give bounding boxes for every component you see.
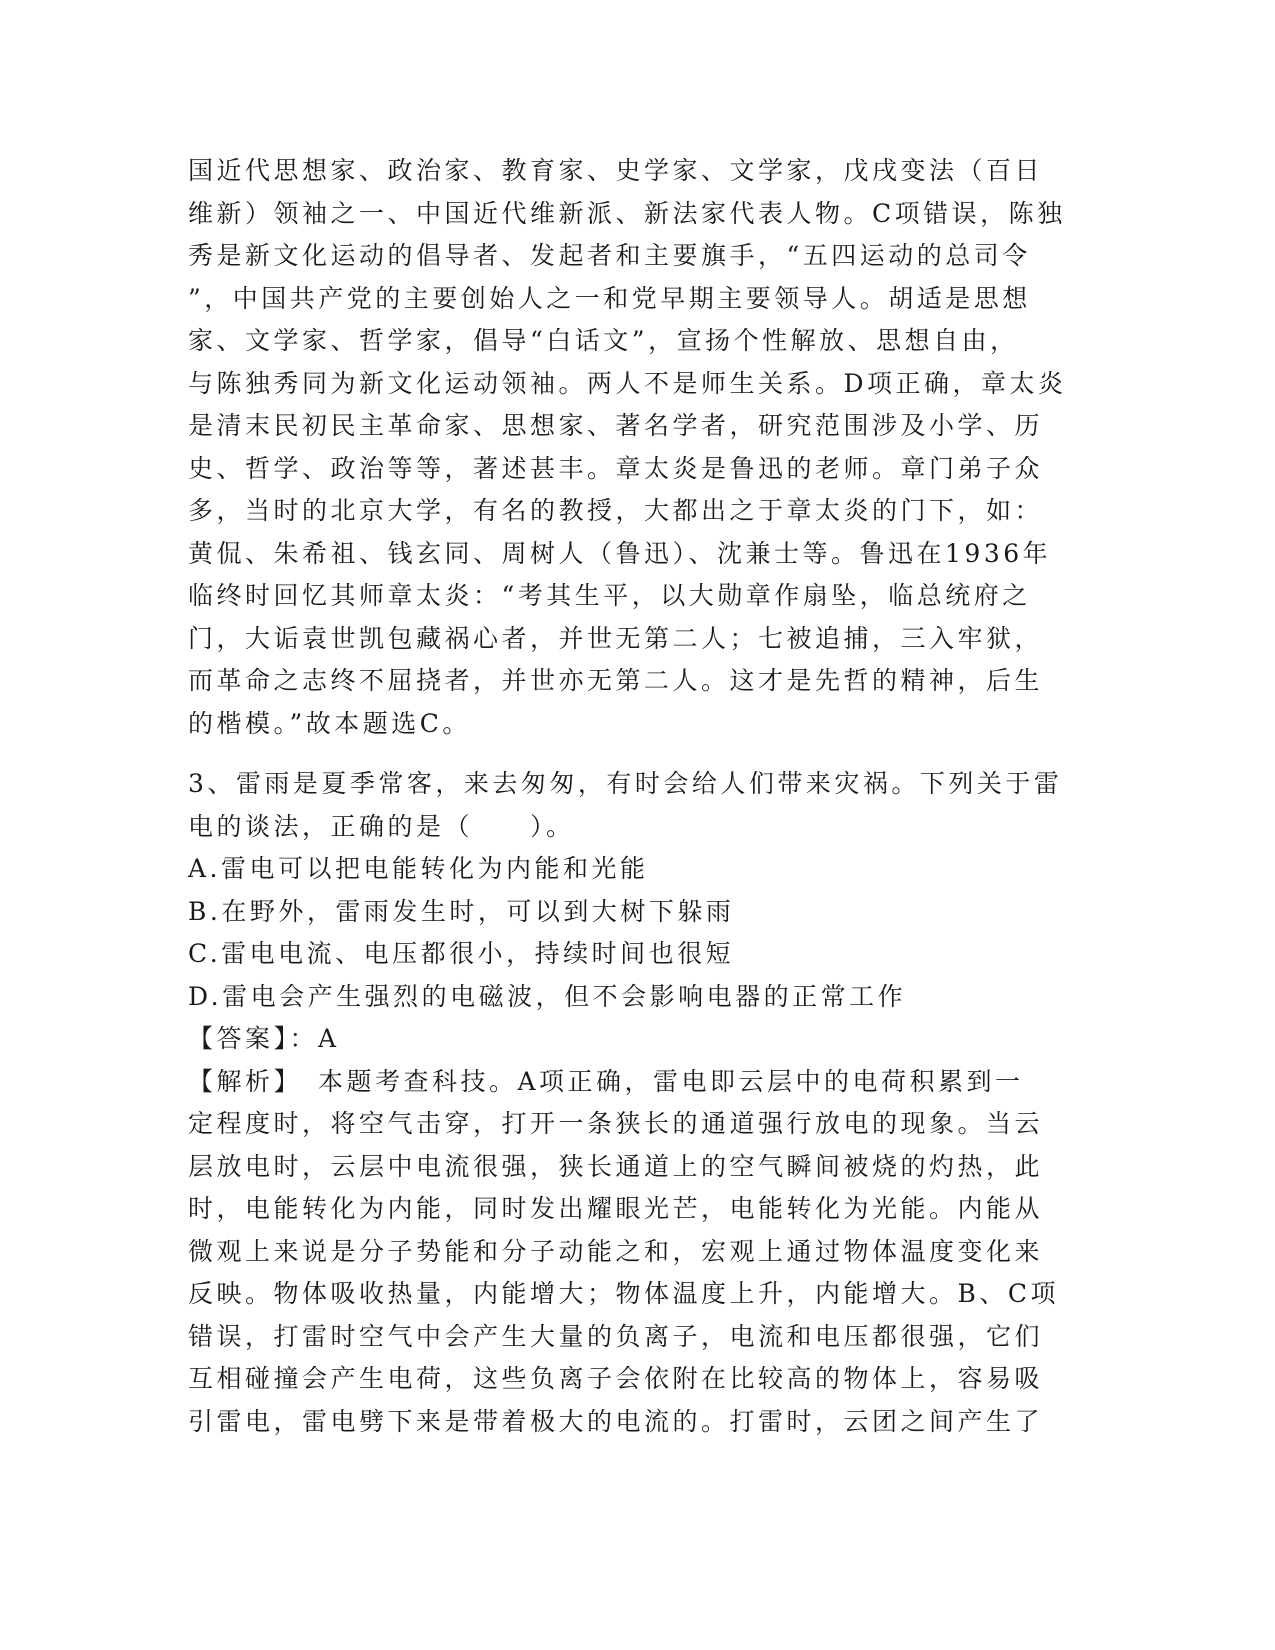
analysis-line: 错误，打雷时空气中会产生大量的负离子，电流和电压都很强，它们 [188, 1321, 1044, 1351]
analysis-line: 史、哲学、政治等等，著述甚丰。章太炎是鲁迅的老师。章门弟子众 [188, 453, 1044, 483]
analysis-line: 临终时回忆其师章太炎：“考其生平，以大勋章作扇坠，临总统府之 [188, 581, 1031, 610]
analysis-line: 是清末民初民主革命家、思想家、著名学者，研究范围涉及小学、历 [188, 411, 1044, 440]
option-a: A.雷电可以把电能转化为内能和光能 [188, 854, 649, 883]
analysis-line: 秀是新文化运动的倡导者、发起者和主要旗手，“五四运动的总司令 [188, 241, 1031, 270]
analysis-line: 国近代思想家、政治家、教育家、史学家、文学家，戊戌变法（百日 [188, 156, 1044, 185]
analysis-line: 时，电能转化为内能，同时发出耀眼光芒，电能转化为光能。内能从 [188, 1194, 1044, 1223]
analysis-line: 层放电时，云层中电流很强，狭长通道上的空气瞬间被烧的灼热，此 [188, 1151, 1044, 1181]
analysis-line: 与陈独秀同为新文化运动领袖。两人不是师生关系。D项正确，章太炎 [188, 368, 1067, 398]
section-spacer [188, 745, 1088, 763]
previous-answer-analysis [188, 150, 1088, 745]
answer-line: 【答案】：A [188, 1024, 340, 1053]
analysis-line: 家、文学家、哲学家，倡导“白话文”，宣扬个性解放、思想自由， [188, 326, 1019, 355]
document-body [188, 150, 1088, 1443]
option-c: C.雷电电流、电压都很小，持续时间也很短 [188, 939, 735, 968]
analysis-line: 微观上来说是分子势能和分子动能之和，宏观上通过物体温度变化来 [188, 1236, 1044, 1266]
question-stem-line: 电的谈法，正确的是（ ）。 [188, 811, 575, 841]
option-b: B.在野外，雷雨发生时，可以到大树下躲雨 [188, 896, 735, 926]
analysis-line: 黄侃、朱希祖、钱玄同、周树人（鲁迅）、沈兼士等。鲁迅在1936年 [188, 538, 1052, 568]
analysis-line: 门，大诟袁世凯包藏祸心者，并世无第二人；七被追捕，三入牢狱， [188, 623, 1044, 653]
question-stem-line: 3、雷雨是夏季常客，来去匆匆，有时会给人们带来灾祸。下列关于雷 [188, 769, 1063, 798]
analysis-line: 多，当时的北京大学，有名的教授，大都出之于章太炎的门下，如： [188, 496, 1044, 525]
analysis-line: 引雷电，雷电劈下来是带着极大的电流的。打雷时，云团之间产生了 [188, 1406, 1044, 1436]
analysis-line: 定程度时，将空气击穿，打开一条狭长的通道强行放电的现象。当云 [188, 1109, 1044, 1138]
analysis-line: ”，中国共产党的主要创始人之一和党早期主要领导人。胡适是思想 [188, 283, 1031, 313]
analysis-line: 【解析】 本题考查科技。A项正确，雷电即云层中的电荷积累到一 [188, 1066, 1024, 1096]
option-d: D.雷电会产生强烈的电磁波，但不会影响电器的正常工作 [188, 981, 907, 1011]
analysis-line: 互相碰撞会产生电荷，这些负离子会依附在比较高的物体上，容易吸 [188, 1364, 1044, 1393]
question-3 [188, 763, 1088, 1443]
analysis-line: 反映。物体吸收热量，内能增大；物体温度上升，内能增大。B、C项 [188, 1279, 1060, 1308]
analysis-line: 的楷模。”故本题选C。 [188, 708, 471, 738]
analysis-line: 维新）领袖之一、中国近代维新派、新法家代表人物。C项错误，陈独 [188, 198, 1066, 228]
analysis-line: 而革命之志终不屈挠者，并世亦无第二人。这才是先哲的精神，后生 [188, 666, 1044, 695]
